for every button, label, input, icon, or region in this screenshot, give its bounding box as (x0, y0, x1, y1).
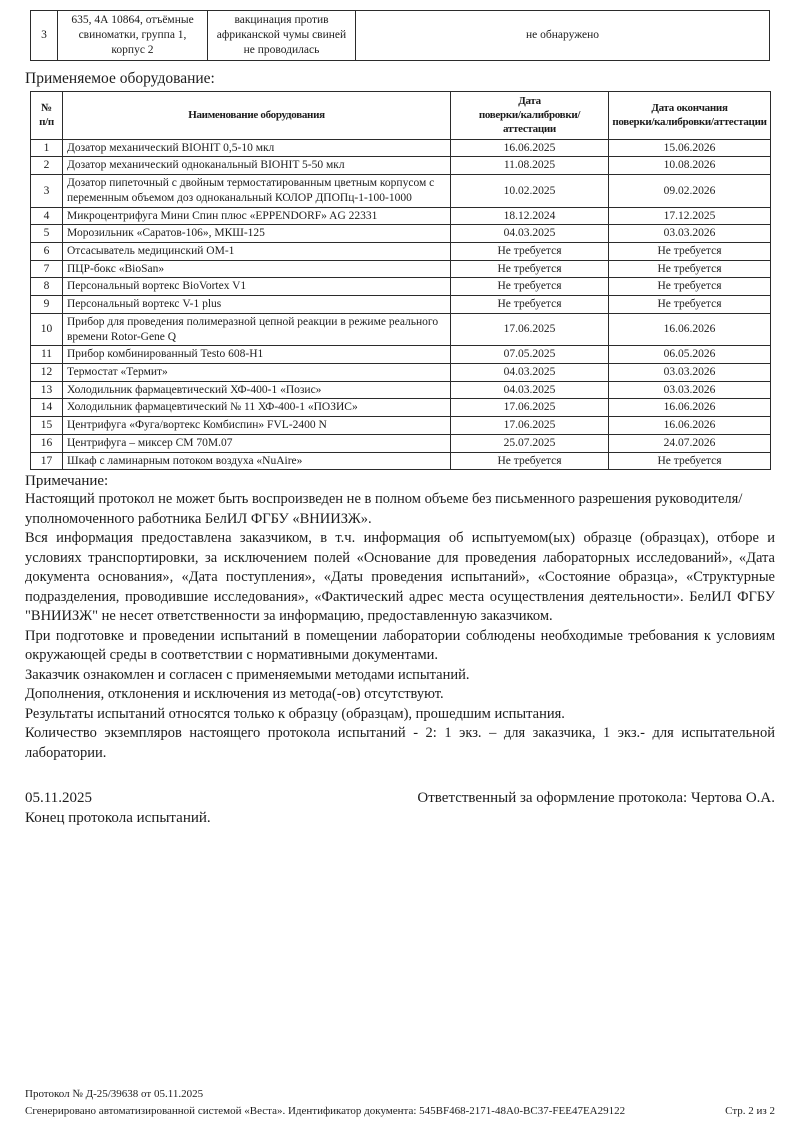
page-footer (25, 1086, 775, 1120)
sample-result-cell: не обнаружено (356, 11, 770, 61)
equipment-row (31, 381, 771, 399)
calibration-end-date-cell: Не требуется (609, 452, 771, 470)
equipment-row (31, 139, 771, 157)
equipment-name-cell: Персональный вортекс V-1 plus (63, 296, 451, 314)
responsible-person: Ответственный за оформление протокола: Чертова О.А. (417, 790, 775, 807)
equipment-row (31, 364, 771, 382)
calibration-end-date-cell: 03.03.2026 (609, 225, 771, 243)
equipment-name-cell: Шкаф с ламинарным потоком воздуха «NuAire» (63, 452, 451, 470)
equipment-name-cell: Отсасыватель медицинский ОМ-1 (63, 243, 451, 261)
equipment-number-cell: 10 (31, 313, 63, 345)
calibration-end-date-cell: 09.02.2026 (609, 175, 771, 207)
equipment-row (31, 313, 771, 345)
calibration-date-cell: 17.06.2025 (451, 399, 609, 417)
calibration-date-cell: 04.03.2025 (451, 381, 609, 399)
sample-results-table (30, 10, 770, 61)
equipment-name-cell: Морозильник «Саратов-106», МКШ-125 (63, 225, 451, 243)
calibration-date-cell: 07.05.2025 (451, 346, 609, 364)
notes-heading: Примечание: (25, 473, 109, 490)
equipment-number-cell: 8 (31, 278, 63, 296)
equipment-name-cell: Дозатор пипеточный с двойным термостатированным цветным корпусом с переменным объемом доз одноканальный КОЛОР ДПОПц-1-100-1000 (63, 175, 451, 207)
equipment-number-cell: 6 (31, 243, 63, 261)
calibration-date-cell: 10.02.2025 (451, 175, 609, 207)
calibration-date-cell: 11.08.2025 (451, 157, 609, 175)
equipment-number-cell: 11 (31, 346, 63, 364)
note-paragraph: Заказчик ознакомлен и согласен с применяемыми методами испытаний. (25, 666, 470, 683)
note-paragraph: Настоящий протокол не может быть воспроизведен не в полном объеме без письменного разрешения руководителя/уполномоченного работника БелИЛ ФГБУ «ВНИИЗЖ». (25, 491, 743, 527)
footer-page-number: Стр. 2 из 2 (725, 1105, 775, 1118)
equipment-number-cell: 7 (31, 260, 63, 278)
equipment-number-cell: 16 (31, 434, 63, 452)
calibration-end-date-cell: 10.08.2026 (609, 157, 771, 175)
protocol-end-line: Конец протокола испытаний. (25, 810, 211, 827)
equipment-table (30, 91, 771, 471)
equipment-name-cell: Персональный вортекс BioVortex V1 (63, 278, 451, 296)
calibration-end-date-cell: 03.03.2026 (609, 364, 771, 382)
calibration-date-cell: 04.03.2025 (451, 364, 609, 382)
equipment-number-cell: 12 (31, 364, 63, 382)
calibration-end-date-cell: 24.07.2026 (609, 434, 771, 452)
sample-description-cell: 635, 4А 10864, отъёмные свиноматки, группа 1, корпус 2 (58, 11, 208, 61)
equipment-row (31, 399, 771, 417)
equipment-number-cell: 1 (31, 139, 63, 157)
note-paragraph: Количество экземпляров настоящего протокола испытаний - 2: 1 экз. – для заказчика, 1 экз.- для испытательной лаборатории. (25, 725, 775, 761)
equipment-column-header: Дата поверки/калибровки/аттестации (451, 91, 609, 139)
equipment-row (31, 225, 771, 243)
equipment-column-header: Наименование оборудования (63, 91, 451, 139)
equipment-header-row (31, 91, 771, 139)
equipment-name-cell: Прибор для проведения полимеразной цепной реакции в режиме реального времени Rotor-Gene Q (63, 313, 451, 345)
equipment-number-cell: 4 (31, 207, 63, 225)
calibration-date-cell: Не требуется (451, 260, 609, 278)
equipment-name-cell: Холодильник фармацевтический № 11 ХФ-400-1 «ПОЗИС» (63, 399, 451, 417)
sample-vaccination-cell: вакцинация против африканской чумы свиней не проводилась (208, 11, 356, 61)
calibration-end-date-cell: Не требуется (609, 243, 771, 261)
equipment-section-heading: Применяемое оборудование: (25, 69, 215, 87)
equipment-number-cell: 3 (31, 175, 63, 207)
calibration-end-date-cell: Не требуется (609, 278, 771, 296)
equipment-name-cell: Термостат «Термит» (63, 364, 451, 382)
equipment-number-cell: 14 (31, 399, 63, 417)
equipment-row (31, 346, 771, 364)
equipment-row (31, 260, 771, 278)
equipment-number-cell: 13 (31, 381, 63, 399)
equipment-name-cell: Центрифуга – миксер СМ 70М.07 (63, 434, 451, 452)
sample-number-cell: 3 (31, 11, 58, 61)
equipment-row (31, 278, 771, 296)
equipment-number-cell: 2 (31, 157, 63, 175)
calibration-end-date-cell: 03.03.2026 (609, 381, 771, 399)
calibration-end-date-cell: Не требуется (609, 296, 771, 314)
calibration-date-cell: 17.06.2025 (451, 313, 609, 345)
equipment-column-header: № п/п (31, 91, 63, 139)
protocol-date: 05.11.2025 (25, 790, 92, 807)
calibration-end-date-cell: 16.06.2026 (609, 313, 771, 345)
equipment-number-cell: 5 (31, 225, 63, 243)
footer-generated-line: Сгенерировано автоматизированной системой «Веста». Идентификатор документа: 545BF468-2171-48A0-BC37-FEE47EA29122 (25, 1105, 626, 1118)
calibration-end-date-cell: 17.12.2025 (609, 207, 771, 225)
equipment-number-cell: 9 (31, 296, 63, 314)
equipment-number-cell: 17 (31, 452, 63, 470)
signoff-row (25, 790, 775, 807)
calibration-date-cell: 25.07.2025 (451, 434, 609, 452)
notes-section (25, 490, 775, 763)
equipment-name-cell: Дозатор механический одноканальный BIOHIT 5-50 мкл (63, 157, 451, 175)
note-paragraph: При подготовке и проведении испытаний в помещении лаборатории соблюдены необходимые требования к условиям окружающей среды в соответствии с нормативными документами. (25, 627, 775, 664)
calibration-end-date-cell: 06.05.2026 (609, 346, 771, 364)
equipment-name-cell: Прибор комбинированный Testo 608-H1 (63, 346, 451, 364)
note-paragraph: Дополнения, отклонения и исключения из метода(-ов) отсутствуют. (25, 686, 444, 703)
equipment-row (31, 296, 771, 314)
equipment-name-cell: Центрифуга «Фуга/вортекс Комбиспин» FVL-2400 N (63, 417, 451, 435)
calibration-date-cell: Не требуется (451, 278, 609, 296)
equipment-name-cell: Микроцентрифуга Мини Спин плюс «EPPENDORF» AG 22331 (63, 207, 451, 225)
equipment-row (31, 243, 771, 261)
calibration-date-cell: Не требуется (451, 452, 609, 470)
note-paragraph: Результаты испытаний относятся только к образцу (образцам), прошедшим испытания. (25, 705, 565, 722)
footer-protocol-line: Протокол № Д-25/39638 от 05.11.2025 (25, 1088, 204, 1100)
equipment-row (31, 417, 771, 435)
calibration-date-cell: 16.06.2025 (451, 139, 609, 157)
calibration-date-cell: 04.03.2025 (451, 225, 609, 243)
equipment-table-body (31, 139, 771, 470)
equipment-column-header: Дата окончания поверки/калибровки/аттестации (609, 91, 771, 139)
footer-generated-row (25, 1103, 775, 1120)
calibration-end-date-cell: 15.06.2026 (609, 139, 771, 157)
sample-result-row (31, 11, 770, 61)
calibration-date-cell: Не требуется (451, 296, 609, 314)
calibration-end-date-cell: 16.06.2026 (609, 399, 771, 417)
equipment-name-cell: Холодильник фармацевтический ХФ-400-1 «Позис» (63, 381, 451, 399)
equipment-name-cell: Дозатор механический BIOHIT 0,5-10 мкл (63, 139, 451, 157)
calibration-date-cell: Не требуется (451, 243, 609, 261)
equipment-number-cell: 15 (31, 417, 63, 435)
equipment-row (31, 452, 771, 470)
equipment-row (31, 434, 771, 452)
calibration-date-cell: 18.12.2024 (451, 207, 609, 225)
calibration-date-cell: 17.06.2025 (451, 417, 609, 435)
calibration-end-date-cell: Не требуется (609, 260, 771, 278)
equipment-name-cell: ПЦР-бокс «BioSan» (63, 260, 451, 278)
equipment-row (31, 175, 771, 207)
calibration-end-date-cell: 16.06.2026 (609, 417, 771, 435)
equipment-row (31, 157, 771, 175)
equipment-row (31, 207, 771, 225)
note-paragraph: Вся информация предоставлена заказчиком, в т.ч. информация об испытуемом(ых) образце (образцах), отборе и условиях транспортировки, за исключением полей «Основание для проведения лабораторных исследований», «Дата документа основания», «Дата поступления», «Даты проведения испытаний», «Состояние образца», «Структурные подразделения, проводившие исследования», «Фактический адрес места осуществления деятельности». БелИЛ ФГБУ "ВНИИЗЖ" не несет ответственности за информацию, предоставленную заказчиком. (25, 530, 775, 625)
